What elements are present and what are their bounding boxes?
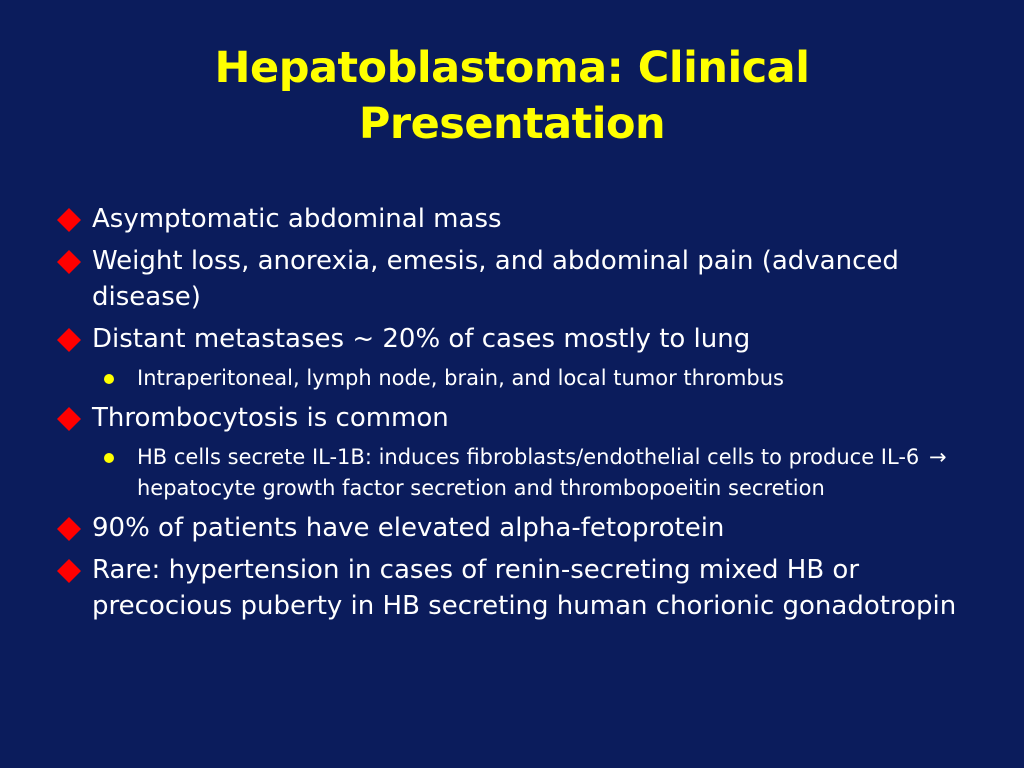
- bullet-item: [55, 201, 985, 237]
- red-diamond-icon: [55, 326, 83, 354]
- bullet-item: [55, 321, 985, 357]
- bullet-text: 90% of patients have elevated alpha-fetoprotein: [92, 513, 725, 543]
- red-diamond-icon: [55, 248, 83, 276]
- red-diamond-icon: [55, 405, 83, 433]
- bullet-text: Rare: hypertension in cases of renin-secreting mixed HB or precocious puberty in HB secreting human chorionic gonadotropin: [92, 555, 957, 621]
- sub-bullet-group: [55, 363, 985, 394]
- sub-bullet-text-after-arrow: hepatocyte growth factor secretion and thrombopoeitin secretion: [137, 476, 825, 500]
- bullet-item: [55, 552, 985, 624]
- sub-bullet-item: [104, 363, 985, 394]
- sub-bullet-group: [55, 442, 985, 504]
- sub-bullet-list: [55, 363, 985, 394]
- sub-bullet-list: [55, 442, 985, 504]
- bullet-text: Distant metastases ~ 20% of cases mostly to lung: [92, 324, 751, 354]
- bullet-item: [55, 510, 985, 546]
- sub-bullet-text-before-arrow: HB cells secrete IL-1B: induces fibroblasts/endothelial cells to produce IL-6: [137, 445, 920, 469]
- title-line-1: Hepatoblastoma: Clinical: [214, 43, 810, 93]
- title-line-2: Presentation: [358, 99, 666, 149]
- bullet-text: Weight loss, anorexia, emesis, and abdominal pain (advanced disease): [92, 246, 899, 312]
- right-arrow-icon: →: [928, 445, 947, 469]
- red-diamond-icon: [55, 557, 83, 585]
- bullet-text: Thrombocytosis is common: [92, 403, 449, 433]
- red-diamond-icon: [55, 515, 83, 543]
- sub-bullet-text: Intraperitoneal, lymph node, brain, and local tumor thrombus: [137, 366, 784, 390]
- slide-title: [60, 40, 964, 152]
- red-diamond-icon: [55, 206, 83, 234]
- bullet-text: Asymptomatic abdominal mass: [92, 204, 502, 234]
- bullet-item: [55, 243, 985, 315]
- yellow-dot-icon: [104, 374, 114, 384]
- bullet-item: [55, 400, 985, 436]
- sub-bullet-item: [104, 442, 985, 504]
- bullet-list: [55, 201, 985, 630]
- yellow-dot-icon: [104, 453, 114, 463]
